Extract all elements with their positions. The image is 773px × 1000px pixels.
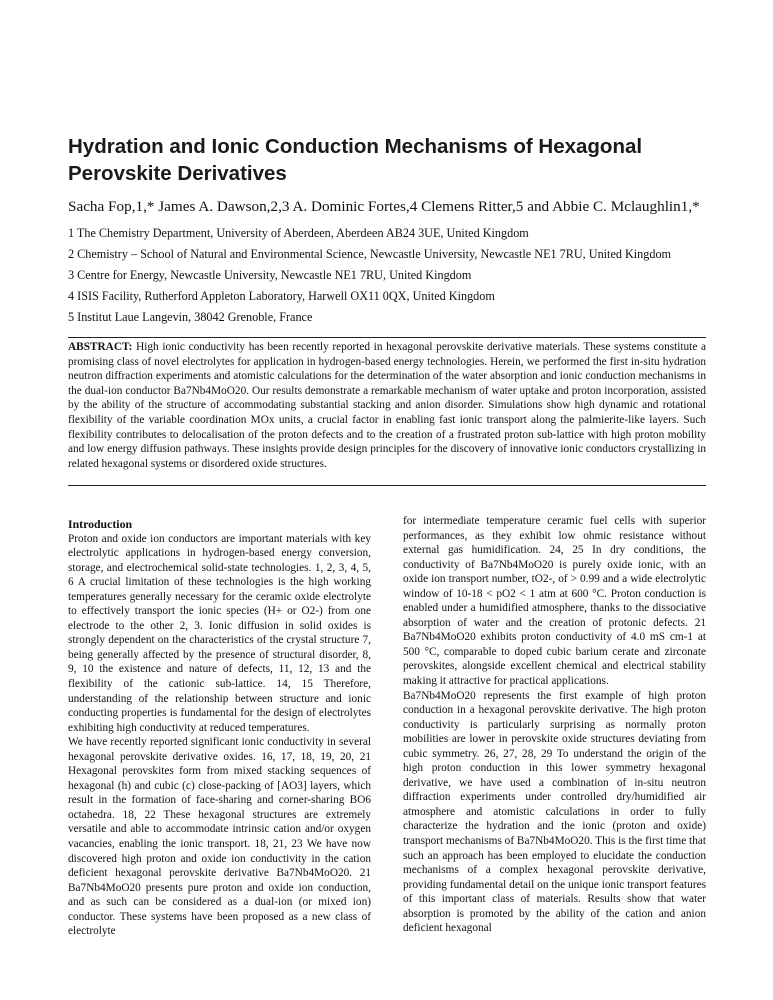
abstract-label: ABSTRACT: [68,341,133,353]
affiliation-list [68,225,708,330]
affiliation-4: 4 ISIS Facility, Rutherford Appleton Laboratory, Harwell OX11 0QX, United Kingdom [68,289,495,303]
paragraph-intro-2: We have recently reported significant ionic conductivity in several hexagonal perovskite derivative oxides. 16, 17, 18, 19, 20, 21 Hexagonal perovskites form from mixed stacking sequences of hexagonal (h) and cubic (c) close-packing of [AO3] layers, which result in the formation of face-sharing and corner-sharing BO6 octahedra. 18, 22 These hexagonal structures are extremely versatile and able to accommodate intrinsic cation and/or oxygen vacancies, enabling the ionic transport. 18, 21, 23 We have now discovered high proton and oxide ion conductivity in the cation deficient hexagonal perovskite derivative Ba7Nb4MoO20. 21 Ba7Nb4MoO20 presents pure proton and oxide ion conduction, and as such can be considered as a dual-ion (or mixed ion) conductor. These systems have been proposed as a new class of electrolyte [68,736,371,938]
left-column [68,517,371,939]
author-list: Sacha Fop,1,* James A. Dawson,2,3 A. Dominic Fortes,4 Clemens Ritter,5 and Abbie C. Mclaughlin1,* [68,198,700,215]
paragraph-intro-3: for intermediate temperature ceramic fuel cells with superior performances, as they exhibit low ohmic resistance without external gas humidification. 24, 25 In dry conditions, the conductivity of Ba7Nb4MoO20 is purely oxide ionic, with an oxide ion transport number, tO2-, of > 0.99 and a wide electrolytic window of 10-18 < pO2 < 1 atm at 600 °C. Proton conduction is enabled under a humidified atmosphere, thanks to the dissociative absorption of water and the creation of protonic defects. 21 Ba7Nb4MoO20 exhibits proton conductivity of 4.0 mS cm-1 at 500 °C, comparable to doped cubic barium cerate and zirconate perovskites, alongside excellent chemical and electrical stability making it attractive for practical applications. [403,515,706,688]
paragraph-intro-1: Proton and oxide ion conductors are important materials with key electrolytic applications in hydrogen-based energy conversion, storage, and electrochemical solid-state technologies. 1, 2, 3, 4, 5, 6 A crucial limitation of these technologies is the high working temperatures generally necessary for the ceramic oxide electrolyte to effectively transport the ionic species (H+ or O2-) from one electrode to the other 2, 3. Ionic diffusion in solid oxides is strongly dependent on the characteristics of the crystal structure 7, being generally affected by the presence of structural disorder, 8, 9, 10 the existence and nature of defects, 11, 12, 13 and the flexibility of the cationic sub-lattice. 14, 15 Therefore, understanding of the relationship between structure and ionic conducting properties is fundamental for the design of electrolytes exhibiting high conductivity at reduced temperatures. [68,532,371,734]
affiliation-2: 2 Chemistry – School of Natural and Environmental Science, Newcastle University, Newcastle NE1 7RU, United Kingdom [68,247,672,261]
affiliation-5: 5 Institut Laue Langevin, 38042 Grenoble, France [68,310,313,324]
affiliation-3: 3 Centre for Energy, Newcastle University, Newcastle NE1 7RU, United Kingdom [68,268,472,282]
abstract [68,340,706,471]
abstract-bottom-rule [68,485,706,486]
abstract-text: High ionic conductivity has been recently reported in hexagonal perovskite derivative materials. These systems constitute a promising class of novel electrolytes for application in hydrogen-based energy technologies. Herein, we performed the first in-situ hydration neutron diffraction experiments and atomistic calculations for the determination of the water absorption and ionic conduction mechanisms in the dual-ion conductor Ba7Nb4MoO20. Our results demonstrate a remarkable mechanism of water uptake and proton incorporation, assisted by the ability of the structure of accommodating substantial stacking and anion disorder. Simulations show high dynamic and rotational flexibility of the variable coordination MOx units, a crucial factor in enabling fast ionic transport along the palmierite-like layers. Such flexibility contributes to delocalisation of the proton defects and to the creation of a frustrated proton sub-lattice with high proton mobility and low energy diffusion pathways. These insights provide design principles for the discovery of innovative ionic conductors crystallizing in related hexagonal systems or disordered oxide structures. [68,341,706,470]
section-heading-introduction: Introduction [68,517,133,531]
abstract-top-rule [68,337,706,338]
right-column [403,514,706,936]
affiliation-1: 1 The Chemistry Department, University of Aberdeen, Aberdeen AB24 3UE, United Kingdom [68,226,529,240]
paper-title: Hydration and Ionic Conduction Mechanisms of Hexagonal Perovskite Derivatives [68,135,643,185]
paragraph-intro-4: Ba7Nb4MoO20 represents the first example of high proton conduction in a hexagonal perovskite derivative. The high proton conductivity is particularly surprising as normally proton mobilities are lower in perovskite oxide structures deviating from cubic symmetry. 26, 27, 28, 29 To understand the origin of the high proton conduction in this lower symmetry hexagonal derivative, we have used a combination of in-situ neutron diffraction experiments under controlled dry/humidified air atmosphere and atomistic calculations in order to fully characterize the hydration and the ionic (proton and oxide) transport mechanisms of Ba7Nb4MoO20. This is the first time that such an approach has been employed to elucidate the conduction mechanisms of a complex hexagonal perovskite derivative, providing fundamental detail on the unique ionic transport features of this important class of materials. Results show that water absorption is promoted by the ability of the cation and anion deficient hexagonal [403,689,706,935]
